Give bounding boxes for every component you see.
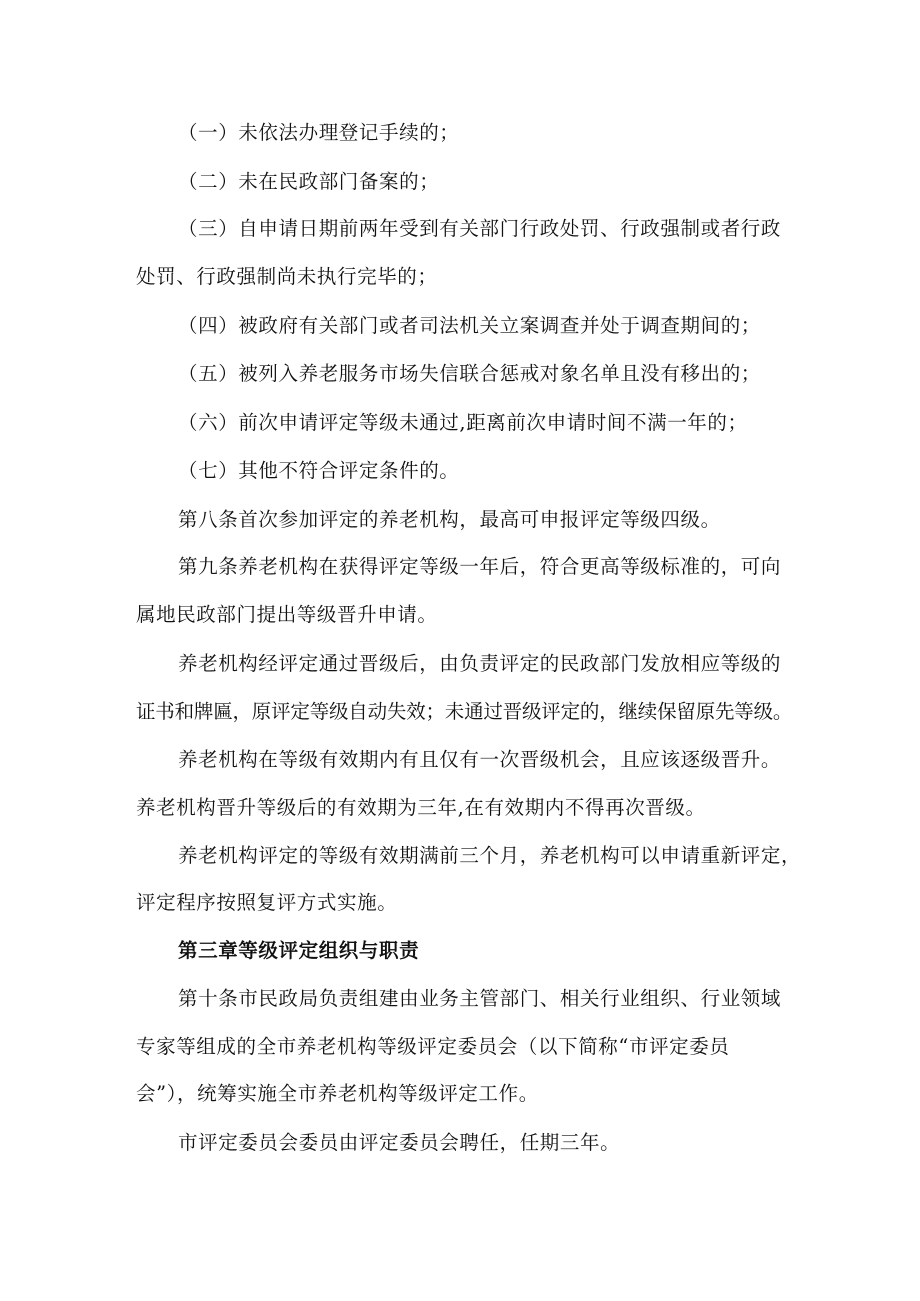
item-1: （一）未依法办理登记手续的； xyxy=(178,121,460,144)
paragraph-once-line-1: 养老机构在等级有效期内有且仅有一次晋级机会，且应该逐级晋升。 xyxy=(178,748,782,771)
chapter-3-heading: 第三章等级评定组织与职责 xyxy=(178,939,420,962)
article-9-line-1: 第九条养老机构在获得评定等级一年后，符合更高等级标准的，可向 xyxy=(178,555,782,578)
paragraph-reassessment-line-1: 养老机构评定的等级有效期满前三个月，养老机构可以申请重新评定， xyxy=(178,844,802,867)
paragraph-promotion-line-2: 证书和牌匾，原评定等级自动失效；未通过晋级评定的，继续保留原先等级。 xyxy=(136,700,793,723)
paragraph-reassessment-line-2: 评定程序按照复评方式实施。 xyxy=(136,891,398,914)
item-2: （二）未在民政部门备案的； xyxy=(178,170,440,193)
article-8: 第八条首次参加评定的养老机构，最高可申报评定等级四级。 xyxy=(178,508,721,531)
item-3-line-2: 处罚、行政强制尚未执行完毕的； xyxy=(136,265,438,288)
item-3-line-1: （三）自申请日期前两年受到有关部门行政处罚、行政强制或者行政 xyxy=(178,217,782,240)
item-4: （四）被政府有关部门或者司法机关立案调查并处于调查期间的； xyxy=(178,314,761,337)
paragraph-once-line-2: 养老机构晋升等级后的有效期为三年,在有效期内不得再次晋级。 xyxy=(136,796,706,819)
article-10-line-3: 会”），统筹实施全市养老机构等级评定工作。 xyxy=(136,1082,539,1105)
article-9-line-2: 属地民政部门提出等级晋升申请。 xyxy=(136,603,438,626)
article-10-line-1: 第十条市民政局负责组建由业务主管部门、相关行业组织、行业领域 xyxy=(178,987,782,1010)
paragraph-promotion-line-1: 养老机构经评定通过晋级后，由负责评定的民政部门发放相应等级的 xyxy=(178,652,782,675)
item-5: （五）被列入养老服务市场失信联合惩戒对象名单且没有移出的； xyxy=(178,362,761,385)
committee-term: 市评定委员会委员由评定委员会聘任，任期三年。 xyxy=(178,1131,621,1154)
item-6: （六）前次申请评定等级未通过,距离前次申请时间不满一年的； xyxy=(178,411,748,434)
article-10-line-2: 专家等组成的全市养老机构等级评定委员会（以下简称“市评定委员 xyxy=(136,1035,730,1058)
item-7: （七）其他不符合评定条件的。 xyxy=(178,459,460,482)
